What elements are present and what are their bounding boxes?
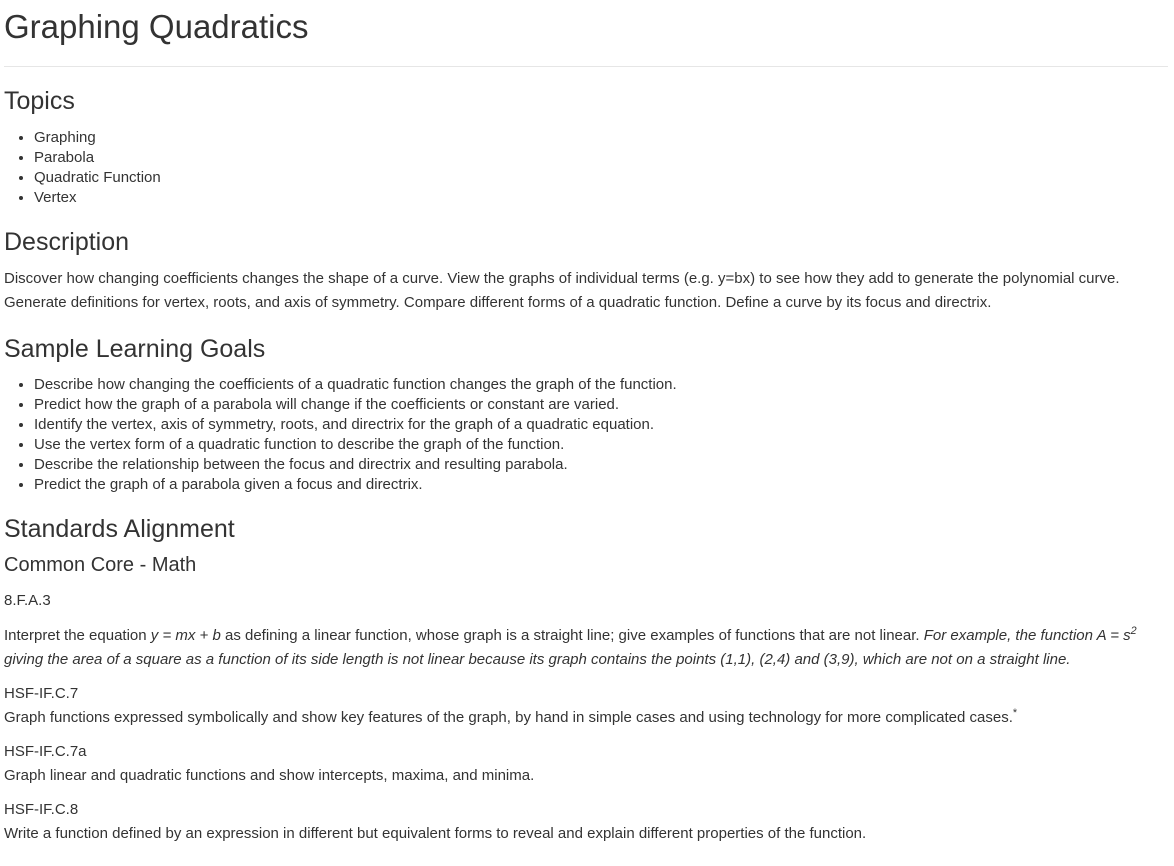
- list-item: • Graphing: [34, 128, 1168, 148]
- page-title: Graphing Quadratics: [4, 8, 309, 45]
- list-item: • Quadratic Function: [34, 168, 1168, 188]
- learning-goals-list: [4, 375, 1168, 495]
- standards-subheading: Common Core - Math: [4, 554, 197, 577]
- topics-heading: Topics: [4, 87, 75, 116]
- list-item: • Use the vertex form of a quadratic function to describe the graph of the function.: [34, 435, 1168, 455]
- standard-text: Graph functions expressed symbolically and show key features of the graph, by hand in simple cases and using technology for more complicated cases.*: [4, 707, 1018, 727]
- standard-item: [4, 740, 1168, 788]
- standard-item: [4, 798, 1168, 846]
- page: [0, 9, 1174, 866]
- title-divider: [4, 66, 1168, 67]
- list-item: • Describe the relationship between the focus and directrix and resulting parabola.: [34, 455, 1168, 475]
- topics-section: [4, 88, 1168, 207]
- learning-goals-heading: Sample Learning Goals: [4, 334, 266, 363]
- topics-list: [4, 128, 1168, 208]
- standard-code: HSF-IF.C.7: [4, 685, 79, 703]
- description-text: Discover how changing coefficients changes the shape of a curve. View the graphs of individual terms (e.g. y=bx) to see how they add to generate the polynomial curve. Generate definitions for vertex, roots, and axis of symmetry. Compare different forms of a quadratic function. Define a curve by its focus and directrix.: [4, 269, 1120, 311]
- description-section: [4, 229, 1168, 315]
- list-item: • Vertex: [34, 188, 1168, 208]
- standard-code: 8.F.A.3: [4, 592, 51, 610]
- standard-text: Write a function defined by an expression in different but equivalent forms to reveal and explain different properties of the function.: [4, 825, 867, 843]
- standard-item: [4, 589, 1168, 672]
- list-item: • Identify the vertex, axis of symmetry, roots, and directrix for the graph of a quadratic equation.: [34, 415, 1168, 435]
- list-item: • Predict the graph of a parabola given a focus and directrix.: [34, 475, 1168, 495]
- list-item: • Describe how changing the coefficients of a quadratic function changes the graph of the function.: [34, 375, 1168, 395]
- standards-section: [4, 516, 1168, 846]
- standard-code: HSF-IF.C.7a: [4, 743, 87, 761]
- standards-list: [4, 589, 1168, 846]
- standard-text: Graph linear and quadratic functions and show intercepts, maxima, and minima.: [4, 767, 535, 785]
- list-item: • Parabola: [34, 148, 1168, 168]
- description-heading: Description: [4, 227, 130, 256]
- standard-item: [4, 682, 1168, 730]
- learning-goals-section: [4, 336, 1168, 495]
- standards-heading: Standards Alignment: [4, 515, 235, 544]
- list-item: • Predict how the graph of a parabola will change if the coefficients or constant are varied.: [34, 395, 1168, 415]
- standard-text: Interpret the equation y = mx + b as defining a linear function, whose graph is a straight line; give examples of functions that are not linear. For example, the function $A = s^2$ giving the area of a square as a function of its side length is not linear because its graph contains the points (1,1), (2,4) and (3,9), which are not on a straight line.: [4, 625, 1137, 669]
- standard-code: HSF-IF.C.8: [4, 801, 79, 819]
